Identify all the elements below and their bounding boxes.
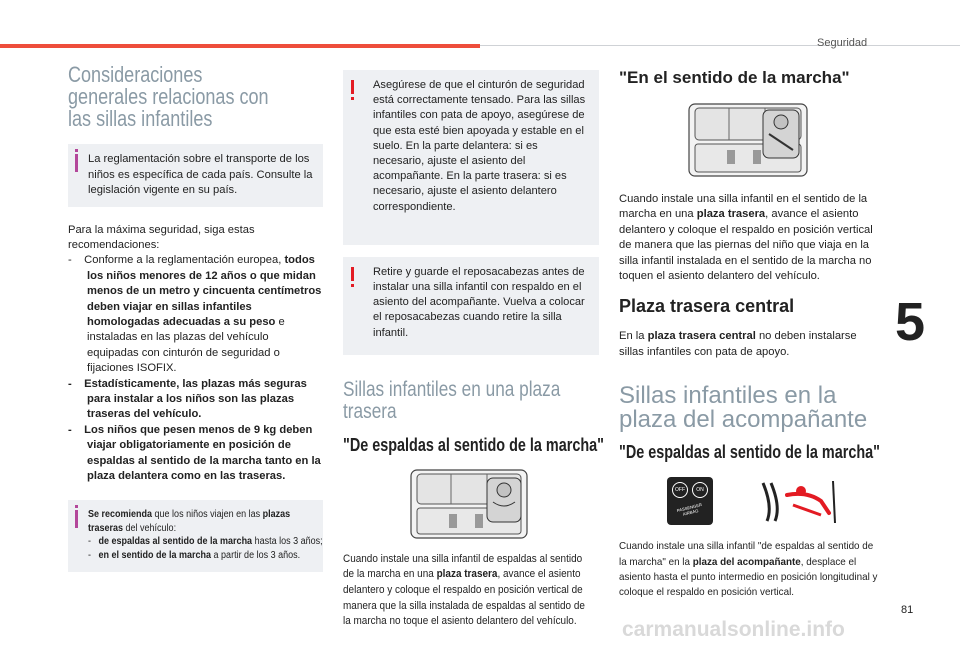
section-title-rear: Sillas infantiles en una plaza trasera xyxy=(343,377,561,423)
list-item: - en el sentido de la marcha a partir de los 3 años. xyxy=(88,549,301,561)
airbag-on-icon xyxy=(692,482,708,498)
info-box-recommendation xyxy=(68,500,323,572)
para3-bold: plaza del acompañante xyxy=(692,555,801,568)
bullet2-text: Estadísticamente, las plazas más seguras para instalar a los niños son las plazas traseras del vehículo. xyxy=(84,377,307,421)
para2-post: no deben instalarse sillas infantiles con pata de apoyo. xyxy=(619,330,857,358)
list-item: - Conforme a la reglamentación europea, todos los niños menores de 12 años o que midan menos de un metro y cincuenta centímetros deben viajar en sillas infantiles homologadas adecuadas a su peso e instaladas en las plazas del vehículo equipadas con cinturón de seguridad o fijaciones ISOFIX. xyxy=(68,254,322,375)
rear-facing-seat-illustration xyxy=(343,466,599,542)
warning-text: Retire y guarde el reposacabezas antes de instalar una silla infantil con respaldo en el asiento del acompañante. Vuelva a colocar el reposacabezas cuando retire la silla infantil. xyxy=(373,265,585,339)
list-item: - Los niños que pesen menos de 9 kg deben viajar obligatoriamente en posición de espaldas al sentido de la marcha tanto en la plaza delantera como en las traseras. xyxy=(68,423,321,482)
watermark: carmanualsonline.info xyxy=(622,618,845,641)
subtitle-forward-facing: "En el sentido de la marcha" xyxy=(619,68,850,87)
intro-text: Para la máxima seguridad, siga estas recomendaciones: xyxy=(68,223,255,251)
para1-bold: plaza trasera xyxy=(696,208,766,221)
airbag-indicator-panel xyxy=(667,477,713,525)
subtitle-rear-facing xyxy=(343,434,604,456)
airbag-off-icon xyxy=(672,482,688,498)
bullet1-pre: Conforme a la reglamentación europea, xyxy=(84,254,282,267)
para1-post: , avance el asiento delantero y coloque el respaldo en posición vertical de manera que las piernas del niño que viaja en la silla infantil instalada en el sentido de la marcha no toquen el asiento delantero del vehículo. xyxy=(619,208,873,283)
rear-facing-paragraph xyxy=(343,552,595,630)
rear-center-paragraph xyxy=(619,329,881,360)
warning-icon xyxy=(351,80,354,94)
rec-item1-text: hasta los 3 años; xyxy=(254,536,323,548)
child-seat-icon xyxy=(757,477,847,527)
subtitle-text: "De espaldas al sentido de la marcha" xyxy=(619,442,880,463)
forward-facing-paragraph xyxy=(619,192,881,284)
passenger-illustrations xyxy=(619,477,881,527)
info-text: La reglamentación sobre el transporte de los niños es específica de cada país. Consulte la legislación vigente en su país. xyxy=(88,153,313,196)
rec-bold-2: plazas traseras xyxy=(88,509,291,534)
warning-box-belt xyxy=(343,70,599,245)
chapter-number: 5 xyxy=(895,292,926,352)
rec-text xyxy=(88,508,313,535)
on-label: ON xyxy=(696,487,704,494)
forward-facing-seat-illustration xyxy=(619,100,881,182)
para3-pre: Cuando instale una silla infantil "de espaldas al sentido de la marcha" en la xyxy=(619,540,874,568)
column-3 xyxy=(619,64,881,601)
para-post: , avance el asiento delantero y coloque el respaldo en posición vertical de manera que la silla instalada de espaldas al sentido de la marcha no toque el asiento delantero del vehículo. xyxy=(343,568,585,628)
airbag-label: PASSENGER AIRBAG xyxy=(676,502,703,518)
title-rear-center: Plaza trasera central xyxy=(619,296,795,317)
warning-box-headrest xyxy=(343,257,599,355)
para-bold: plaza trasera xyxy=(436,568,498,581)
para2-pre: En la xyxy=(619,330,645,343)
column-1 xyxy=(68,64,323,572)
list-item: - de espaldas al sentido de la marcha hasta los 3 años; xyxy=(88,536,323,548)
page-number: 81 xyxy=(901,604,914,616)
warning-icon xyxy=(351,267,354,281)
rec-text-1: que los niños viajen en las xyxy=(154,509,261,521)
para2-bold: plaza trasera central xyxy=(647,330,756,343)
off-label: OFF xyxy=(675,487,685,494)
info-icon xyxy=(75,510,78,528)
section-title-general: Consideraciones generales relacionas con las sillas infantiles xyxy=(68,62,269,131)
warning-text: Asegúrese de que el cinturón de seguridad está correctamente tensado. Para las sillas infantiles con pata de apoyo, asegúrese de que esta esté bien apoyada y estable en el suelo. En la parte delantera: si es necesario, ajuste el asiento del acompañante. En la parte trasera: si es necesario, ajuste el asiento delantero correspondiente. xyxy=(373,79,586,213)
rec-item2-text: a partir de los 3 años. xyxy=(213,549,301,561)
para-pre: Cuando instale una silla infantil de espaldas al sentido de la marcha en una xyxy=(343,552,583,581)
info-box-regulation xyxy=(68,144,323,207)
rec-text-2: del vehículo: xyxy=(125,522,177,534)
rec-item1-bold: de espaldas al sentido de la marcha xyxy=(98,536,253,548)
bullet1-bold: todos los niños menores de 12 años o que midan menos de un metro y cincuenta centímetros deben viajar en sillas infantiles homologadas adecuadas a su peso xyxy=(87,254,322,328)
para3-post: , desplace el asiento hasta el punto intermedio en posición longitudinal y coloque el respaldo en posición vertical. xyxy=(619,555,878,599)
bullet1-post: e instaladas en las plazas del vehículo equipadas con cinturón de seguridad o fijaciones ISOFIX. xyxy=(87,315,285,375)
passenger-paragraph xyxy=(619,539,878,601)
rec-item2-bold: en el sentido de la marcha xyxy=(98,549,212,561)
header-rule xyxy=(480,45,960,46)
rec-bold: Se recomienda xyxy=(88,509,153,521)
column-2 xyxy=(343,70,604,630)
subtitle-text: "De espaldas al sentido de la marcha" xyxy=(343,434,604,455)
header-accent-bar xyxy=(0,44,480,48)
subtitle-passenger-rear-facing xyxy=(619,442,881,463)
info-icon xyxy=(75,154,78,172)
section-label: Seguridad xyxy=(817,37,868,49)
para1-pre: Cuando instale una silla infantil en el sentido de la marcha en una xyxy=(619,193,868,221)
list-item: - Estadísticamente, las plazas más seguras para instalar a los niños son las plazas traseras del vehículo. xyxy=(68,377,307,421)
bullet3-text: Los niños que pesen menos de 9 kg deben viajar obligatoriamente en posición de espaldas al sentido de la marcha tanto en la plaza delantera como en las traseras. xyxy=(84,423,321,482)
section-title-passenger: Sillas infantiles en la plaza del acompañante xyxy=(619,382,868,434)
